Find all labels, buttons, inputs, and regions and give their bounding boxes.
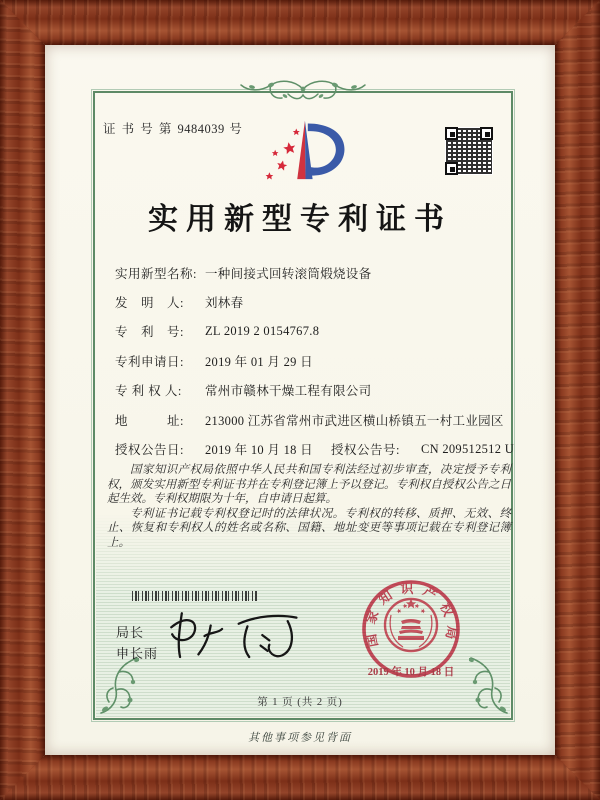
qr-finder-top-right [480, 127, 493, 140]
wood-frame-right [555, 0, 600, 800]
grant-no-label: 授权公告号: [330, 443, 400, 458]
field-row-address [115, 405, 505, 434]
field-row-inventor [115, 287, 505, 316]
seal-agency-text: 国家知识产权局 [361, 581, 461, 649]
field-label: 地 址: [115, 413, 184, 428]
field-value: 常州市赣林干燥工程有限公司 [205, 384, 372, 399]
cnipa-logo-icon [255, 117, 351, 201]
handwritten-signature-icon [149, 601, 324, 671]
qr-finder-top-left [445, 127, 458, 140]
field-label: 专 利 权 人: [115, 384, 182, 399]
field-label: 专 利 号: [115, 325, 184, 340]
field-row-patentee [115, 376, 505, 405]
footer-note: 其他事项参见背面 [248, 732, 352, 744]
certificate-number [103, 119, 243, 137]
body-paragraph-2: 专利证书记载专利权登记时的法律状况。专利权的转移、质押、无效、终止、恢复和专利权人的姓名或名称、国籍、地址变更等事项记载在专利登记簿上。 [107, 507, 511, 549]
certificate-fields [115, 258, 515, 464]
seal-date: 2019 年 10 月 18 日 [367, 667, 455, 678]
grant-date-value: 2019 年 10 月 18 日 [205, 443, 313, 458]
cert-no-prefix: 证 书 号 第 [103, 122, 173, 136]
field-row-name [115, 258, 505, 287]
field-value: 213000 江苏省常州市武进区横山桥镇五一村工业园区 [205, 413, 504, 428]
field-row-filing-date [115, 346, 505, 375]
legal-body-text [107, 463, 511, 551]
field-row-patent-number [115, 317, 505, 346]
barcode [132, 591, 258, 601]
wood-frame-top [0, 0, 600, 45]
field-label: 专利申请日: [115, 354, 184, 369]
field-value: ZL 2019 2 0154767.8 [205, 323, 320, 338]
official-seal-icon [353, 571, 469, 687]
field-value: 一种间接式回转滚筒煅烧设备 [205, 266, 372, 281]
top-flourish-ornament [238, 76, 368, 106]
field-label: 实用新型名称: [115, 266, 197, 281]
officer-title: 局长 [116, 625, 145, 640]
officer-name: 申长雨 [116, 646, 159, 661]
national-emblem [385, 599, 437, 651]
field-label: 发 明 人: [115, 296, 184, 311]
grant-date-label: 授权公告日: [115, 443, 184, 458]
cert-no-suffix: 号 [229, 122, 244, 136]
qr-finder-bottom-left [445, 162, 458, 175]
field-value: 2019 年 01 月 29 日 [205, 354, 313, 369]
page-indicator: 第 1 页 (共 2 页) [257, 697, 343, 708]
cert-no-value: 9484039 [177, 122, 225, 136]
field-row-grant [115, 434, 515, 463]
field-value: 刘林春 [205, 296, 244, 311]
wood-frame-bottom [0, 755, 600, 800]
grant-no-value: CN 209512512 U [420, 441, 515, 456]
certificate-title: 实用新型专利证书 [148, 203, 452, 236]
body-paragraph-1: 国家知识产权局依照中华人民共和国专利法经过初步审查，决定授予专利权，颁发实用新型专利证书并在专利登记簿上予以登记。专利权自授权公告之日起生效。专利权期限为十年，自申请日起算。 [107, 464, 511, 506]
wood-frame-left [0, 0, 45, 800]
certificate-paper [45, 45, 555, 755]
qr-code [445, 127, 493, 175]
